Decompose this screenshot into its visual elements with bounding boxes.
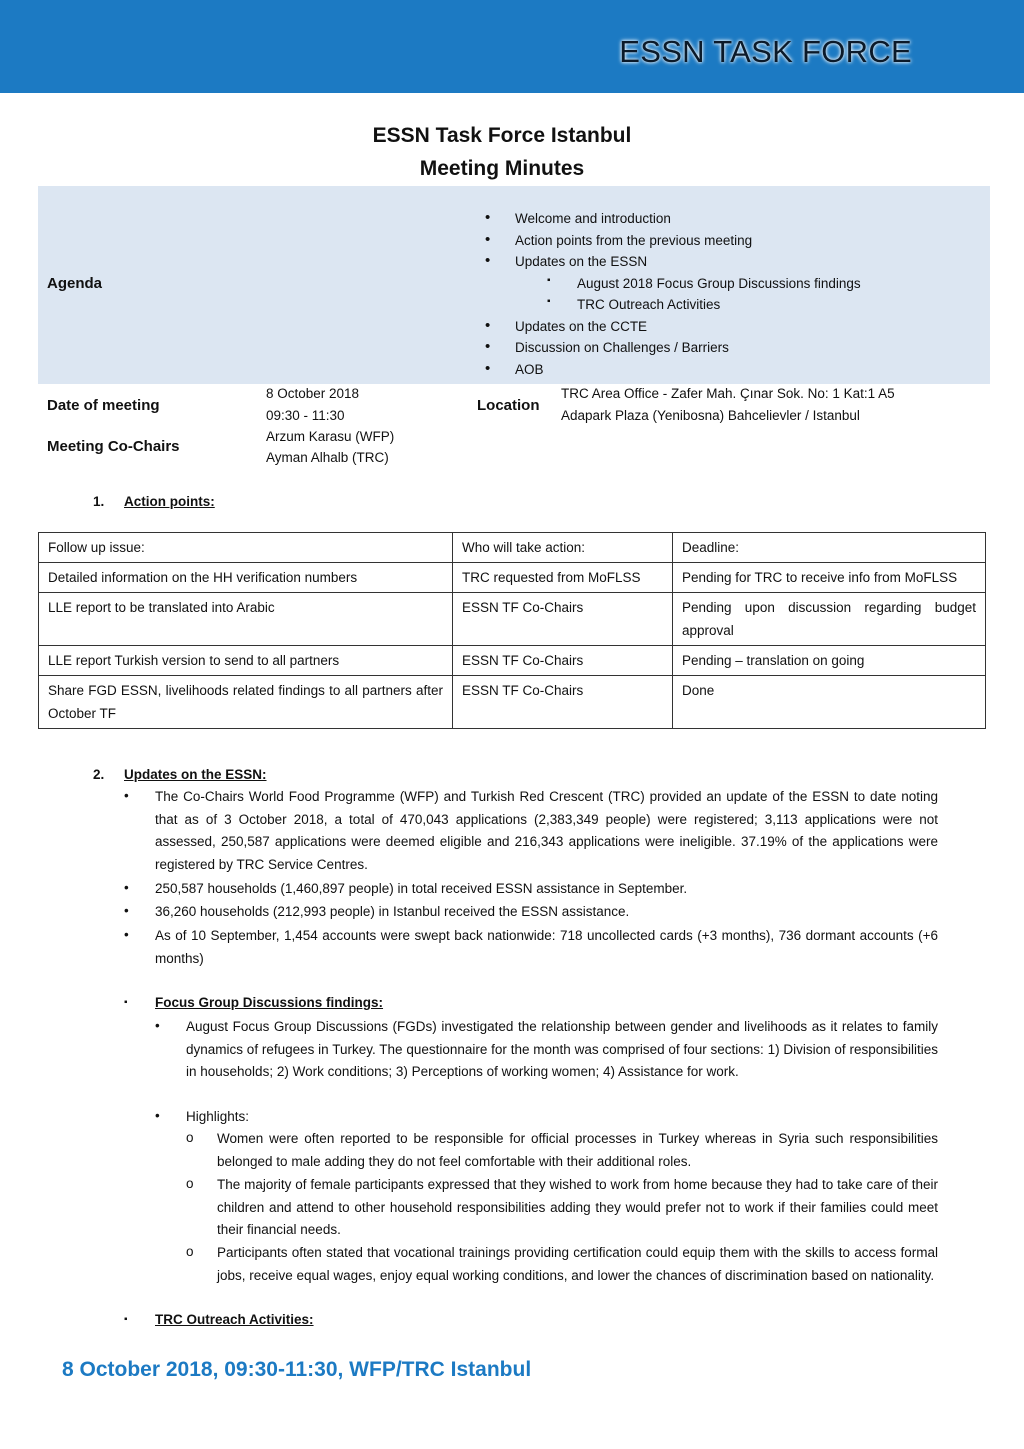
table-cell: LLE report to be translated into Arabic bbox=[39, 593, 453, 646]
agenda-list bbox=[485, 211, 861, 383]
banner-title: ESSN TASK FORCE bbox=[619, 34, 912, 69]
column-header: Who will take action: bbox=[453, 533, 673, 563]
meeting-time: 09:30 - 11:30 bbox=[266, 408, 345, 423]
cochair-name: Ayman Alhalb (TRC) bbox=[266, 450, 389, 465]
table-cell: Pending upon discussion regarding budget approval bbox=[673, 593, 986, 646]
table-cell: Share FGD ESSN, livelihoods related findings to all partners after October TF bbox=[39, 676, 453, 729]
section-number: 1. bbox=[93, 494, 105, 509]
date-label: Date of meeting bbox=[47, 397, 160, 414]
agenda-item: • Updates on the ESSN bbox=[485, 254, 861, 276]
agenda-subitem: ▪ TRC Outreach Activities bbox=[485, 297, 861, 319]
bullet-icon: • bbox=[124, 903, 129, 918]
table-cell: Detailed information on the HH verification numbers bbox=[39, 563, 453, 593]
page-footer: 8 October 2018, 09:30-11:30, WFP/TRC Istanbul bbox=[62, 1358, 532, 1381]
agenda-box bbox=[38, 186, 990, 384]
table-cell: LLE report Turkish version to send to all partners bbox=[39, 646, 453, 676]
document-subtitle: Meeting Minutes bbox=[419, 157, 585, 180]
square-bullet-icon: ▪ bbox=[124, 997, 128, 1008]
column-header: Follow up issue: bbox=[39, 533, 453, 563]
column-header: Deadline: bbox=[673, 533, 986, 563]
location-label: Location bbox=[477, 397, 540, 414]
agenda-subitem: ▪ August 2018 Focus Group Discussions findings bbox=[485, 276, 861, 298]
highlight-text: The majority of female participants expressed that they wished to work from home because they had to take care of their children and attend to other household responsibilities adding they would prefer not to work if their families could meet their financial needs. bbox=[217, 1177, 938, 1237]
cochairs-label: Meeting Co-Chairs bbox=[47, 438, 180, 455]
bullet-icon: • bbox=[155, 1018, 160, 1033]
location-line: Adapark Plaza (Yenibosna) Bahcelievler / Istanbul bbox=[561, 408, 860, 423]
essn-update-text: As of 10 September, 1,454 accounts were swept back nationwide: 718 uncollected cards (+3 months), 736 dormant accounts (+6 months) bbox=[155, 928, 938, 966]
essn-update-text: The Co-Chairs World Food Programme (WFP) and Turkish Red Crescent (TRC) provided an update of the ESSN to date noting that as of 3 October 2018, a total of 470,043 applications (2,383,349 people) were registered; 3,113 applications were not assessed, 250,587 applications were deemed eligible and 216,343 applications were ineligible. 37.19% of the applications were registered by TRC Service Centres. bbox=[155, 789, 938, 872]
bullet-icon: • bbox=[124, 927, 129, 942]
table-cell: Pending – translation on going bbox=[673, 646, 986, 676]
highlights-label: Highlights: bbox=[186, 1109, 250, 1124]
fgd-heading: Focus Group Discussions findings: bbox=[155, 995, 384, 1010]
table-header-row bbox=[39, 533, 986, 563]
agenda-item: • Action points from the previous meeting bbox=[485, 233, 861, 255]
section-number: 2. bbox=[93, 767, 105, 782]
section-title: Action points: bbox=[124, 494, 215, 509]
circle-bullet-icon: o bbox=[186, 1176, 194, 1191]
cochair-name: Arzum Karasu (WFP) bbox=[266, 429, 395, 444]
square-bullet-icon: ▪ bbox=[124, 1314, 128, 1325]
essn-update-text: 250,587 households (1,460,897 people) in total received ESSN assistance in September. bbox=[155, 881, 688, 896]
agenda-item: • Updates on the CCTE bbox=[485, 319, 861, 341]
table-row bbox=[39, 646, 986, 676]
agenda-label: Agenda bbox=[47, 275, 103, 292]
bullet-icon: • bbox=[155, 1108, 160, 1123]
highlight-text: Participants often stated that vocational trainings providing certification could equip them with the skills to access formal jobs, receive equal wages, enjoy equal working conditions, and lower the chances of discrimination based on nationality. bbox=[217, 1245, 938, 1283]
bullet-icon: • bbox=[124, 788, 129, 803]
circle-bullet-icon: o bbox=[186, 1130, 194, 1145]
table-cell: TRC requested from MoFLSS bbox=[453, 563, 673, 593]
table-row bbox=[39, 676, 986, 729]
table-row bbox=[39, 593, 986, 646]
circle-bullet-icon: o bbox=[186, 1244, 194, 1259]
location-line: TRC Area Office - Zafer Mah. Çınar Sok. No: 1 Kat:1 A5 bbox=[561, 386, 895, 401]
action-points-table bbox=[38, 532, 986, 729]
essn-update-text: 36,260 households (212,993 people) in Istanbul received the ESSN assistance. bbox=[155, 904, 630, 919]
table-cell: Pending for TRC to receive info from MoFLSS bbox=[673, 563, 986, 593]
section-title: Updates on the ESSN: bbox=[124, 767, 267, 782]
table-cell: ESSN TF Co-Chairs bbox=[453, 646, 673, 676]
bullet-icon: • bbox=[124, 880, 129, 895]
trc-outreach-heading: TRC Outreach Activities: bbox=[155, 1312, 314, 1327]
table-cell: ESSN TF Co-Chairs bbox=[453, 676, 673, 729]
document-title: ESSN Task Force Istanbul bbox=[372, 124, 632, 147]
table-cell: ESSN TF Co-Chairs bbox=[453, 593, 673, 646]
table-row bbox=[39, 563, 986, 593]
meeting-date: 8 October 2018 bbox=[266, 386, 360, 401]
agenda-item: • AOB bbox=[485, 362, 861, 384]
agenda-item: • Welcome and introduction bbox=[485, 211, 861, 233]
table-cell: Done bbox=[673, 676, 986, 729]
fgd-intro: August Focus Group Discussions (FGDs) investigated the relationship between gender and livelihoods as it relates to family dynamics of refugees in Turkey. The questionnaire for the month was comprised of four sections: 1) Division of responsibilities in households; 2) Work conditions; 3) Perceptions of working women; 4) Assistance for work. bbox=[186, 1019, 938, 1079]
highlight-text: Women were often reported to be responsible for official processes in Turkey whereas in Syria such responsibilities belonged to male adding they do not feel comfortable with their additional roles. bbox=[217, 1131, 938, 1169]
agenda-item: • Discussion on Challenges / Barriers bbox=[485, 340, 861, 362]
